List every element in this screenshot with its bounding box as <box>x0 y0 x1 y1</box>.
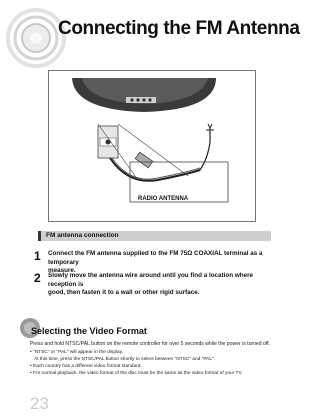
step-2-line-2: good, then fasten it to a wall or other rigid surface. <box>48 289 200 296</box>
video-format-title: Selecting the Video Format <box>31 326 147 336</box>
step-1-line-1: Connect the FM antenna supplied to the FM 75Ω COAXIAL terminal as a temporary <box>48 250 263 266</box>
section-title: FM antenna connection <box>46 232 119 239</box>
video-format-intro: Press and hold NTSC/PAL button on the remote controller for over 5 seconds while the power is turned off. <box>30 341 271 347</box>
page-number: 23 <box>30 394 49 413</box>
step-1-number: 1 <box>34 249 41 263</box>
step-2-number: 2 <box>34 271 41 285</box>
radio-antenna-label: RADIO ANTENNA <box>138 196 189 202</box>
page-title: Connecting the FM Antenna <box>58 18 300 39</box>
bullet-3: • For normal playback, the video format of the disc must be the same as the video format of your TV. <box>30 371 243 376</box>
step-1-line-2: measure. <box>48 267 76 274</box>
bullet-1: • "NTSC" or "PAL" will appear in the display. <box>30 350 124 355</box>
step-2-line-1: Slowly move the antenna wire around until you find a location where reception is <box>48 272 254 288</box>
bullet-2: • Each country has a different video format standard. <box>30 364 142 369</box>
step-2-text <box>48 272 268 298</box>
bullet-1-detail: At this time, press the NTSC/PAL button shortly to select between "NTSC" and "PAL". <box>34 357 216 362</box>
